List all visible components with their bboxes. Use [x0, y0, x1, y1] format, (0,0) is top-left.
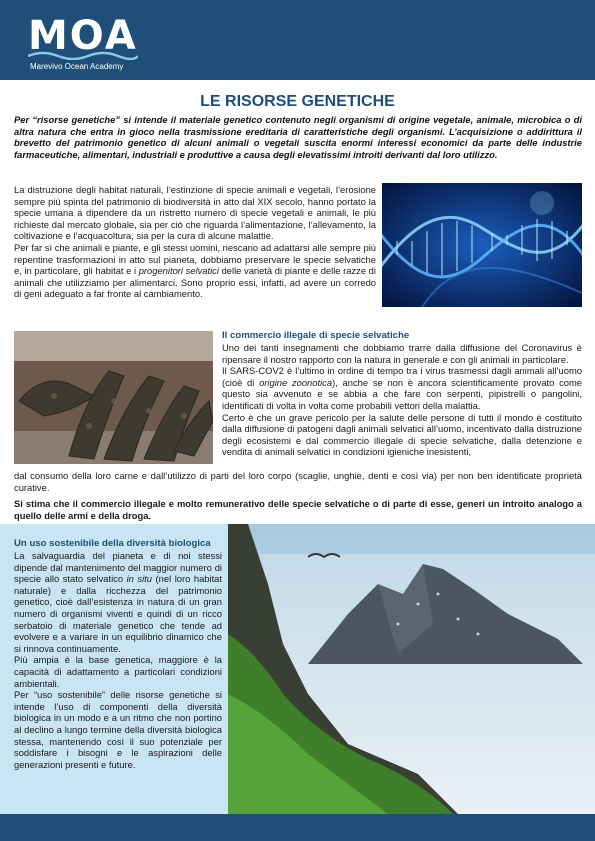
logo-subtitle: Marevivo Ocean Academy	[30, 62, 124, 71]
paragraph: Per far sì che animali e piante, e gli stessi uomini, riescano ad adattarsi alle sempre più repentine trasformazioni in atto sul pianeta, dobbiamo preservare le specie selvatiche e, in particolare, gli habitat e i progenitori selvatici delle varietà di piante e delle razze di animali che utilizziamo per alimentarci. Sono proprio essi, infatti, ad avere un corredo di geni adeguato a far fronte al cambiamento.	[14, 241, 376, 300]
section-illegal-trade-text	[222, 342, 582, 458]
island-rock-image	[228, 524, 595, 814]
page-title: LE RISORSE GENETICHE	[200, 93, 395, 110]
paragraph: Uno dei tanti insegnamenti che dobbiamo trarre dalla diffusione del Coronavirus è ripensare il nostro rapporto con la natura in generale e con gli animali in particolare.	[222, 342, 582, 365]
paragraph: La salvaguardia del pianeta e di noi stessi dipende dal mantenimento del maggior numero di specie allo stato selvatico in situ (nel loro habitat naturale) e dalla ricchezza del patrimonio genetico, cioè dall’esistenza in natura di un gran numero di organismi viventi e quindi di un ricco serbatoio di materiale genetico che tende ad evolvere e a variare in un equilibrio dinamico che si rinnova continuamente.	[14, 550, 222, 654]
paragraph: dal consumo della loro carne e dall’utilizzo di parti del loro corpo (scaglie, unghie, denti e così via) per non ben identificate proprietà curative.	[14, 470, 582, 493]
paragraph: Certo è che un grave pericolo per la salute delle persone di tutti il mondo è costituito dalla diffusione di patogeni dagli animali selvatici all’uomo, incentivato dalla distruzione degli ecosistemi e dal commercio illegale di specie selvatiche, dalla detenzione e vendita di animali selvatici in condizioni igieniche inesistenti,	[222, 411, 582, 458]
highlight-paragraph: Si stima che il commercio illegale e molto remunerativo delle specie selvatiche o di parte di esse, generi un introito analogo a quello delle armi e della droga.	[14, 498, 582, 521]
moa-logo: MOA	[28, 13, 138, 59]
paragraph: Il SARS-COV2 è l’ultimo in ordine di tempo tra i virus trasmessi dagli animali all’uomo (cioè di origine zoonotica), anche se non è ancora scientificamente provato come questo sia avvenuto e se abbia a che fare con serpenti, pipistrelli o pangolini, identificati di volta in volta come probabili vettori della malattia.	[222, 365, 583, 411]
section-sustainable-use-text	[14, 550, 222, 770]
section-habitat-text	[14, 184, 376, 300]
paragraph: Più ampia è la base genetica, maggiore è la capacità di adattamento a particolari condizioni ambientali.	[14, 654, 222, 689]
section-heading-illegal-trade: Il commercio illegale di specie selvatiche	[222, 330, 410, 341]
section-heading-sustainable-use: Un uso sostenibile della diversità biologica	[14, 538, 211, 549]
paragraph: La distruzione degli habitat naturali, l’estinzione di specie animali e vegetali, l’erosione sempre più spinta del patrimonio di biodiversità in atto dal XIX secolo, hanno portato la specie umana a dipendere da un ristretto numero di specie vegetali e animali, le più richieste dal mercato globale, sia per ciò che riguarda l’alimentazione, l’allevamento, la coltivazione e l’acquacoltura, sia per la cura di alcune malattie.	[14, 184, 376, 242]
intro-paragraph: Per “risorse genetiche” si intende il materiale genetico contenuto negli organismi di origine vegetale, animale, microbica o di altra natura che entra in gioco nella trasmissione ereditaria di caratteristiche degli organismi. L’acquisizione o addirittura il brevetto del patrimonio genetico di alcuni animali o vegetali suscita enormi interessi economici da parte delle industrie farmaceutiche, alimentari, industriali e produttive a causa degli elevatissimi introiti derivanti dal loro utilizzo.	[14, 114, 582, 160]
paragraph: Per “uso sostenibile” delle risorse genetiche si intende l’uso di componenti della diversità biologica in un modo e a un ritmo che non portino al declino a lungo termine della diversità biologica stessa, mantenendo così il suo potenziale per soddisfare i bisogni e le aspirazioni delle generazioni presenti e future.	[14, 689, 222, 770]
header-banner	[0, 0, 595, 80]
footer-bar	[0, 814, 595, 841]
wave-icon	[28, 50, 138, 60]
dna-image	[382, 183, 582, 307]
monitor-lizards-image	[14, 331, 213, 464]
